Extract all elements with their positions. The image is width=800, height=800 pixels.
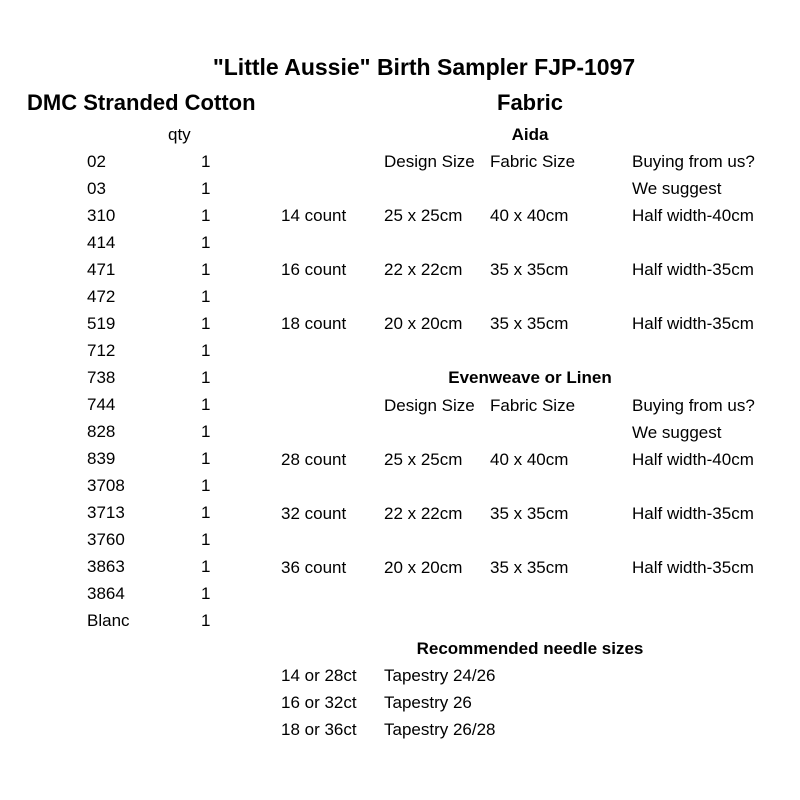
thread-qty: 1: [201, 260, 211, 279]
aida-buying-header: Buying from us?: [632, 152, 755, 171]
thread-code: 744: [87, 395, 116, 414]
needle-size-cell: Tapestry 26/28: [384, 720, 496, 739]
suggest-cell: Half width-40cm: [632, 450, 754, 469]
suggest-cell: Half width-40cm: [632, 206, 754, 225]
fabric-size-cell: 40 x 40cm: [490, 450, 569, 469]
aida-suggest-header: We suggest: [632, 179, 722, 198]
design-size-cell: 22 x 22cm: [384, 504, 463, 523]
thread-qty: 1: [201, 368, 211, 387]
design-size-cell: 25 x 25cm: [384, 206, 463, 225]
thread-code: 519: [87, 314, 116, 333]
thread-code: 712: [87, 341, 116, 360]
thread-heading: DMC Stranded Cotton: [27, 90, 256, 115]
thread-qty: 1: [201, 179, 211, 198]
thread-code: 03: [87, 179, 106, 198]
thread-qty: 1: [201, 530, 211, 549]
thread-qty: 1: [201, 152, 211, 171]
thread-qty: 1: [201, 557, 211, 576]
fabric-size-cell: 40 x 40cm: [490, 206, 569, 225]
thread-qty: 1: [201, 233, 211, 252]
page-title: "Little Aussie" Birth Sampler FJP-1097: [212, 54, 636, 80]
count-cell: 14 count: [281, 206, 347, 225]
count-cell: 36 count: [281, 558, 347, 577]
thread-code: 3864: [87, 584, 125, 603]
suggest-cell: Half width-35cm: [632, 558, 754, 577]
thread-qty: 1: [201, 395, 211, 414]
qty-column-label: qty: [168, 125, 191, 144]
fabric-heading: Fabric: [497, 90, 564, 115]
aida-design-size-header: Design Size: [384, 152, 475, 171]
thread-code: 414: [87, 233, 116, 252]
suggest-cell: Half width-35cm: [632, 314, 754, 333]
evenweave-design-size-header: Design Size: [384, 396, 475, 415]
evenweave-suggest-header: We suggest: [632, 423, 722, 442]
design-size-cell: 20 x 20cm: [384, 314, 463, 333]
thread-code: 828: [87, 422, 116, 441]
needle-count-cell: 14 or 28ct: [281, 666, 357, 685]
thread-qty: 1: [201, 341, 211, 360]
needle-size-cell: Tapestry 24/26: [384, 666, 496, 685]
needle-count-cell: 16 or 32ct: [281, 693, 357, 712]
fabric-size-cell: 35 x 35cm: [490, 558, 569, 577]
thread-qty: 1: [201, 422, 211, 441]
evenweave-heading: Evenweave or Linen: [448, 368, 612, 387]
evenweave-buying-header: Buying from us?: [632, 396, 755, 415]
thread-code: 02: [87, 152, 106, 171]
thread-code: 310: [87, 206, 116, 225]
thread-qty: 1: [201, 476, 211, 495]
thread-qty: 1: [201, 611, 211, 630]
thread-code: 3863: [87, 557, 125, 576]
evenweave-fabric-size-header: Fabric Size: [490, 396, 576, 415]
design-size-cell: 20 x 20cm: [384, 558, 463, 577]
thread-qty: 1: [201, 584, 211, 603]
thread-code: 3713: [87, 503, 125, 522]
suggest-cell: Half width-35cm: [632, 260, 754, 279]
count-cell: 18 count: [281, 314, 347, 333]
thread-qty: 1: [201, 287, 211, 306]
thread-qty: 1: [201, 449, 211, 468]
design-size-cell: 25 x 25cm: [384, 450, 463, 469]
count-cell: 28 count: [281, 450, 347, 469]
count-cell: 32 count: [281, 504, 347, 523]
fabric-size-cell: 35 x 35cm: [490, 314, 569, 333]
needle-size-cell: Tapestry 26: [384, 693, 472, 712]
thread-code: 3760: [87, 530, 125, 549]
thread-qty: 1: [201, 314, 211, 333]
thread-code: 472: [87, 287, 116, 306]
aida-fabric-size-header: Fabric Size: [490, 152, 576, 171]
thread-code: Blanc: [87, 611, 130, 630]
needles-heading: Recommended needle sizes: [416, 639, 644, 658]
thread-code: 3708: [87, 476, 125, 495]
fabric-size-cell: 35 x 35cm: [490, 504, 569, 523]
thread-code: 471: [87, 260, 116, 279]
count-cell: 16 count: [281, 260, 347, 279]
aida-heading: Aida: [511, 125, 549, 144]
thread-qty: 1: [201, 503, 211, 522]
thread-qty: 1: [201, 206, 211, 225]
needle-count-cell: 18 or 36ct: [281, 720, 357, 739]
suggest-cell: Half width-35cm: [632, 504, 754, 523]
design-size-cell: 22 x 22cm: [384, 260, 463, 279]
fabric-size-cell: 35 x 35cm: [490, 260, 569, 279]
thread-code: 738: [87, 368, 116, 387]
thread-code: 839: [87, 449, 116, 468]
